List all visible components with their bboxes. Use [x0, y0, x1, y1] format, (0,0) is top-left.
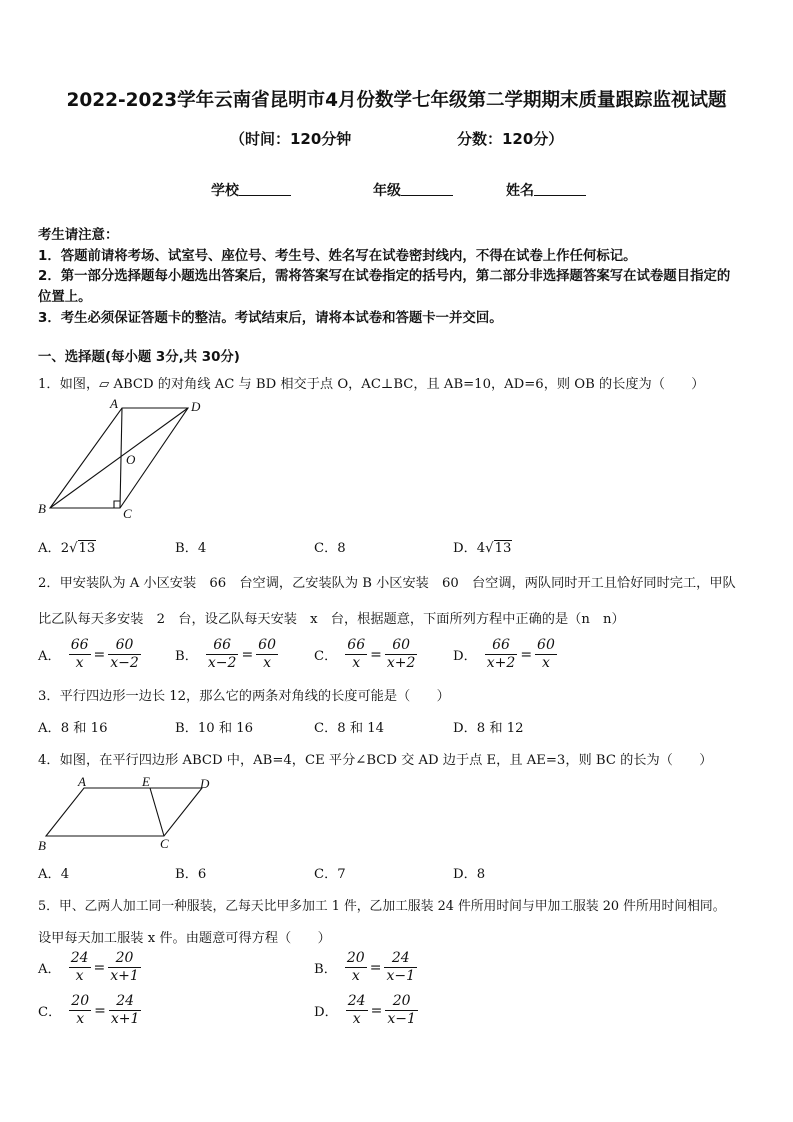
equals-sign: = [370, 646, 382, 663]
q1-right-angle-mark [114, 501, 120, 508]
name-field[interactable] [506, 180, 586, 200]
equals-sign: = [241, 646, 254, 663]
q2-option-c[interactable] [314, 637, 417, 672]
q3-option-a[interactable]: A．8 和 16 [38, 721, 108, 736]
fraction-denominator: x [542, 655, 550, 671]
option-label: A． [38, 962, 61, 977]
q5-option-c[interactable] [38, 993, 141, 1028]
option-label: D． [314, 1005, 338, 1020]
fraction-denominator: x [75, 655, 84, 671]
name-label: 姓名 [506, 183, 534, 199]
fraction-denominator: x+1 [110, 1011, 140, 1027]
note-1: 1．答题前请将考场、试室号、座位号、考生号、姓名写在试卷密封线内，不得在试卷上作任何标记。 [38, 249, 637, 264]
equals-sign: = [93, 959, 106, 976]
q2-option-d[interactable] [453, 637, 557, 672]
grade-blank[interactable] [401, 181, 453, 196]
q4-segment-ce [150, 788, 164, 836]
q3-option-d[interactable]: D．8 和 12 [453, 721, 524, 736]
school-label: 学校 [211, 183, 239, 199]
option-label: B． [314, 962, 337, 977]
q1-option-d-label: D． [453, 541, 477, 556]
fraction-denominator: x+2 [386, 655, 416, 671]
exam-time: （时间：120分钟 [230, 130, 352, 148]
q5-option-b[interactable] [314, 950, 417, 985]
option-label: B． [175, 649, 198, 664]
option-label: C． [38, 1005, 62, 1020]
q4-option-c[interactable]: C．7 [314, 867, 346, 882]
section-heading: 一、选择题(每小题 3分,共 30分) [38, 350, 240, 365]
fraction-numerator: 20 [385, 993, 418, 1011]
equals-sign: = [93, 646, 106, 663]
q4-label-b: B [38, 838, 46, 853]
q1-diagonal-ac [120, 408, 122, 508]
q4-label-a: A [78, 774, 86, 789]
fraction-denominator: x−1 [387, 1011, 416, 1027]
q3-option-b[interactable]: B．10 和 16 [175, 721, 254, 736]
q5-option-d[interactable] [314, 993, 418, 1028]
q4-parallelogram [46, 788, 202, 836]
q1-option-a-label: A． [38, 541, 61, 556]
q3-option-c[interactable]: C．8 和 14 [314, 721, 385, 736]
q4-label-e: E [142, 774, 150, 789]
option-label: A． [38, 649, 61, 664]
fraction-denominator: x−1 [386, 968, 415, 984]
q4-option-b[interactable]: B．6 [175, 867, 207, 882]
fraction-numerator: 60 [258, 637, 276, 653]
fraction-numerator: 60 [385, 637, 418, 655]
sqrt-icon: √ [69, 541, 78, 556]
note-2: 2．第一部分选择题每小题选出答案后，需将答案写在试卷指定的括号内，第二部分非选择题答案写在试卷题目指定的 [38, 269, 731, 284]
q2-option-b[interactable] [175, 637, 278, 672]
fraction-numerator: 24 [347, 993, 366, 1009]
q1-option-c[interactable]: C．8 [314, 541, 346, 556]
q4-label-c: C [160, 836, 169, 851]
q5-line-2: 设甲每天加工服装 x 件。由题意可得方程（ ） [38, 931, 331, 946]
q1-diagonal-bd [50, 408, 188, 508]
fraction-numerator: 24 [70, 950, 89, 966]
q1-label-o: O [126, 452, 136, 467]
exam-score: 分数：120分） [457, 130, 564, 148]
q1-label-b: B [38, 501, 46, 516]
fraction-numerator: 60 [537, 637, 555, 653]
q1-option-d-radicand: 13 [494, 541, 512, 556]
q1-option-a-radicand: 13 [78, 541, 96, 556]
notes-heading: 考生请注意： [38, 228, 119, 243]
option-label: C． [314, 649, 338, 664]
q4-option-a[interactable]: A．4 [38, 867, 70, 882]
q1-option-a-coef: 2 [60, 541, 70, 556]
q2-line-2: 比乙队每天多安装 2 台，设乙队每天安装 x 台，根据题意，下面所列方程中正确的是（n n） [38, 612, 625, 627]
name-blank[interactable] [534, 181, 586, 196]
fraction-numerator: 20 [108, 950, 141, 968]
q4-label-d: D [200, 776, 210, 791]
equals-sign: = [94, 1002, 106, 1019]
fraction-numerator: 66 [347, 637, 366, 653]
q1-stem: 1．如图，▱ ABCD 的对角线 AC 与 BD 相交于点 O，AC⊥BC，且 AB=10，AD=6，则 OB 的长度为（ ） [38, 377, 705, 392]
fraction-numerator: 66 [485, 637, 518, 655]
q3-stem: 3．平行四边形一边长 12，那么它的两条对角线的长度可能是（ ） [38, 689, 450, 704]
fraction-denominator: x+1 [110, 968, 139, 984]
fraction-denominator: x−2 [207, 655, 237, 671]
fraction-denominator: x [352, 1011, 361, 1027]
fraction-denominator: x+2 [486, 655, 516, 671]
q5-line-1: 5．甲、乙两人加工同一种服装，乙每天比甲多加工 1 件，乙加工服装 24 件所用时间与甲加工服装 20 件所用时间相同。 [38, 899, 726, 914]
q5-option-a[interactable] [38, 950, 141, 985]
q1-option-d[interactable] [453, 537, 512, 556]
equals-sign: = [370, 1002, 383, 1019]
school-field[interactable] [211, 180, 291, 200]
q2-option-a[interactable] [38, 637, 141, 672]
fraction-denominator: x [351, 968, 360, 984]
fraction-numerator: 66 [206, 637, 239, 655]
fraction-numerator: 24 [384, 950, 417, 968]
fraction-denominator: x [263, 655, 272, 671]
fraction-numerator: 20 [71, 993, 90, 1009]
sqrt-icon: √ [485, 541, 494, 556]
q1-option-d-coef: 4 [476, 541, 486, 556]
school-blank[interactable] [239, 181, 291, 196]
fraction-numerator: 20 [346, 950, 365, 966]
option-label: D． [453, 649, 477, 664]
fraction-numerator: 60 [108, 637, 141, 655]
fraction-numerator: 24 [109, 993, 142, 1011]
equals-sign: = [520, 646, 533, 663]
note-3: 3．考生必须保证答题卡的整洁。考试结束后，请将本试卷和答题卡一并交回。 [38, 311, 503, 326]
note-2-cont: 位置上。 [38, 290, 92, 305]
fraction-denominator: x [75, 968, 84, 984]
q4-parallelogram-figure [30, 772, 220, 856]
q1-label-d: D [191, 399, 201, 414]
grade-label: 年级 [373, 183, 401, 199]
q1-label-c: C [123, 506, 132, 521]
q4-option-d[interactable]: D．8 [453, 867, 486, 882]
fraction-denominator: x−2 [110, 655, 139, 671]
page-title: 2022-2023学年云南省昆明市4月份数学七年级第二学期期末质量跟踪监视试题 [66, 90, 727, 111]
q1-option-a[interactable] [38, 537, 96, 556]
grade-field[interactable] [373, 180, 453, 200]
q1-parallelogram-figure [30, 396, 220, 522]
fraction-numerator: 66 [70, 637, 89, 653]
equals-sign: = [369, 959, 382, 976]
q4-stem: 4．如图，在平行四边形 ABCD 中，AB=4，CE 平分∠BCD 交 AD 边于点 E，且 AE=3，则 BC 的长为（ ） [38, 753, 713, 768]
q1-option-b[interactable]: B．4 [175, 541, 207, 556]
fraction-denominator: x [76, 1011, 85, 1027]
q2-line-1: 2．甲安装队为 A 小区安装 66 台空调，乙安装队为 B 小区安装 60 台空调，两队同时开工且恰好同时完工，甲队 [38, 576, 736, 591]
fraction-denominator: x [352, 655, 361, 671]
q1-label-a: A [110, 396, 118, 411]
